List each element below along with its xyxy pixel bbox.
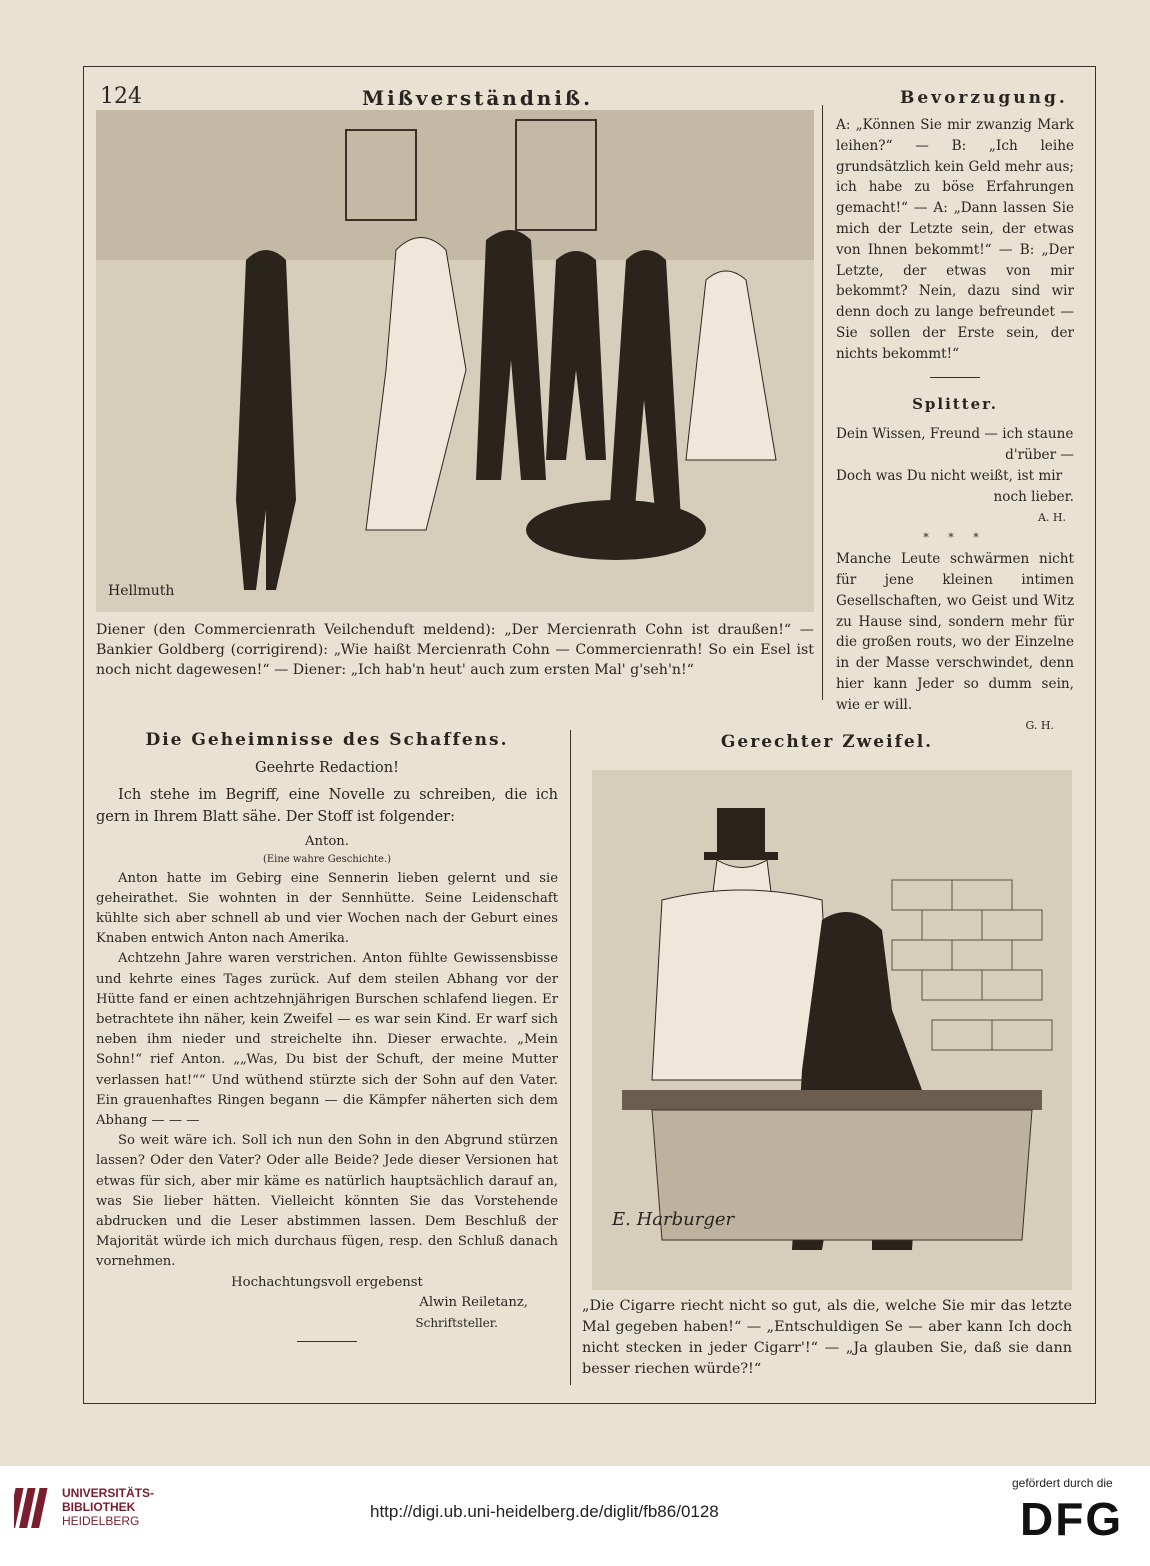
cigar-illustration-signature: E. Harburger xyxy=(612,1209,735,1230)
dfg-logo: DFG xyxy=(1020,1493,1124,1545)
column-divider-top xyxy=(822,105,823,700)
poem-signature: A. H. xyxy=(1037,510,1066,524)
funded-by-text: gefördert durch die xyxy=(1012,1476,1113,1490)
splitter-prose: Manche Leute schwärmen nicht für jene kleinen intimen Gesellschaften, wo Geist und Witz zu Hause sind, sondern mehr für die großen routs, wo der Einzelne in der Masse verschwindet, denn hier kann Jeder so dumm sein, wie er will. xyxy=(836,551,1074,713)
prose-signature: G. H. xyxy=(1025,718,1054,732)
sidebar-column xyxy=(836,115,1074,736)
column-divider-bottom xyxy=(570,730,571,1385)
section-divider xyxy=(96,718,1076,719)
library-line-1: UNIVERSITÄTS- xyxy=(62,1486,155,1500)
poem-line-4: noch lieber. xyxy=(993,488,1074,505)
left-article xyxy=(96,730,558,1342)
ballroom-illustration xyxy=(96,110,814,612)
cigar-caption: „Die Cigarre riecht nicht so gut, als die, welche Sie mir das letzte Mal gegeben haben!“ — „Entschuldigen Se — aber kann Ich doch nicht stecken in jeder Cigarr'!“ — „Ja glauben Sie, daß sie dann besser riechen würde?!“ xyxy=(582,1298,1072,1377)
digitization-footer xyxy=(0,1466,1150,1566)
sidebar-rule xyxy=(930,377,980,378)
section-stars: * * * xyxy=(923,531,987,545)
library-name xyxy=(62,1486,154,1528)
closing: Hochachtungsvoll ergebenst xyxy=(231,1274,423,1290)
library-logo-icon xyxy=(14,1486,54,1530)
library-line-3: HEIDELBERG xyxy=(62,1514,140,1528)
article-end-rule xyxy=(297,1341,357,1342)
intro-paragraph: Ich stehe im Begriff, eine Novelle zu schreiben, die ich gern in Ihrem Blatt sähe. Der Stoff ist folgender: xyxy=(96,787,558,826)
story-subtitle: (Eine wahre Geschichte.) xyxy=(262,853,392,865)
author-name: Alwin Reiletanz, xyxy=(419,1294,528,1310)
illustration-signature: Hellmuth xyxy=(108,583,175,599)
salutation: Geehrte Redaction! xyxy=(255,760,399,777)
bevorzugung-text: A: „Können Sie mir zwanzig Mark leihen?“ — B: „Ich leihe grundsätzlich kein Geld mehr aus; ich habe zu böse Erfahrungen gemacht!“ — A: „Dann lassen Sie mich der Letzte sein, der etwas von Ihnen bekommt!“ — B: „Der Letzte, der etwas von mir bekommt? Nein, dazu sind wir denn doch zu lange befreundet — Sie sollen der Erste sein, der nichts bekommt!“ xyxy=(836,117,1074,362)
right-article-title: Gerechter Zweifel. xyxy=(720,732,934,752)
left-article-title: Die Geheimnisse des Schaffens. xyxy=(145,730,509,750)
story-paragraph-2: Achtzehn Jahre waren verstrichen. Anton fühlte Gewissensbisse und kehrte eines Tages zurück. Auf dem steilen Abhang vor der Hütte fand er einen achtzehnjährigen Burschen schlafend liegen. Er betrachtete ihn näher, kein Zweifel — es war sein Kind. Er warf sich neben ihm nieder und streichelte ihn. Dieser erwachte. „Mein Sohn!“ rief Anton. „„Was, Du bist der Schuft, der meine Mutter verlassen hat!““ Und wüthend stürzte sich der Sohn auf den Vater. Ein grauenhaftes Ringen begann — die Kämpfer näherten sich dem Abhang — — — xyxy=(96,951,558,1129)
poem-line-1: Dein Wissen, Freund — ich staune xyxy=(836,426,1074,443)
cartoon-title: Mißverständniß. xyxy=(362,86,594,110)
story-paragraph-3: So weit wäre ich. Soll ich nun den Sohn in den Abgrund stürzen lassen? Oder den Vater? Oder alle Beide? Jede dieser Versionen hat etwas für sich, aber mir käme es natürlich hauptsächlich darauf an, was Sie lieber hätten. Vielleicht könnten Sie das Vorstehende abdrucken und die Leser abstimmen lassen. Dem Beschluß der Majorität würde ich mich durchaus fügen, resp. den Schluß danach vornehmen. xyxy=(96,1133,558,1270)
page-number: 124 xyxy=(100,84,142,109)
poem-line-3: Doch was Du nicht weißt, ist mir xyxy=(836,467,1063,484)
library-line-2: BIBLIOTHEK xyxy=(62,1500,136,1514)
ballroom-caption: Diener (den Commercienrath Veilchenduft meldend): „Der Mercienrath Cohn ist draußen!“ — Bankier Goldberg (corrigirend): „Wie haißt Mercienrath Cohn — Commercienrath! So ein Esel ist noch nicht dagewesen!“ — Diener: „Ich hab'n heut' auch zum ersten Mal' g'seh'n!“ xyxy=(96,622,814,678)
author-role: Schriftsteller. xyxy=(415,1316,498,1331)
splitter-title: Splitter. xyxy=(912,394,998,413)
page-url-link[interactable]: http://digi.ub.uni-heidelberg.de/diglit/fb86/0128 xyxy=(370,1502,719,1521)
sidebar-title: Bevorzugung. xyxy=(900,88,1068,108)
cigar-shop-illustration xyxy=(592,770,1072,1290)
story-paragraph-1: Anton hatte im Gebirg eine Sennerin lieben gelernt und sie geheirathet. Sie wohnten in der Sennhütte. Seine Leidenschaft kühlte sich aber schnell ab und vier Wochen nach der Geburt eines Knaben entwich Anton nach Amerika. xyxy=(96,870,558,947)
story-title: Anton. xyxy=(305,834,349,850)
poem-line-2: d'rüber — xyxy=(1005,447,1074,464)
